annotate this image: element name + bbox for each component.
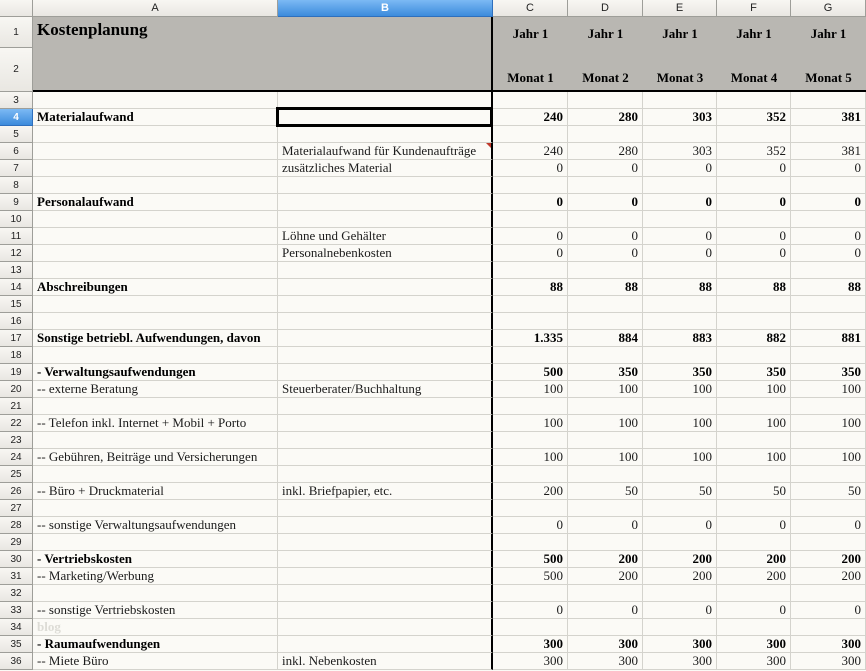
cell-F14[interactable]: 88: [717, 279, 791, 296]
select-all-corner[interactable]: [0, 0, 33, 17]
cell-G19[interactable]: 350: [791, 364, 866, 381]
row-header-2[interactable]: 2: [0, 48, 33, 92]
row-header-11[interactable]: 11: [0, 228, 33, 245]
cell-B5[interactable]: [278, 126, 493, 143]
cell-D10[interactable]: [568, 211, 643, 228]
cell-D20[interactable]: 100: [568, 381, 643, 398]
cell-G28[interactable]: 0: [791, 517, 866, 534]
cell-G9[interactable]: 0: [791, 194, 866, 211]
cell-D15[interactable]: [568, 296, 643, 313]
cell-E28[interactable]: 0: [643, 517, 717, 534]
row-header-24[interactable]: 24: [0, 449, 33, 466]
cell-B21[interactable]: [278, 398, 493, 415]
cell-D9[interactable]: 0: [568, 194, 643, 211]
cell-E5[interactable]: [643, 126, 717, 143]
cell-C34[interactable]: [493, 619, 568, 636]
row-header-22[interactable]: 22: [0, 415, 33, 432]
cell-G3[interactable]: [791, 92, 866, 109]
row-header-6[interactable]: 6: [0, 143, 33, 160]
cell-F10[interactable]: [717, 211, 791, 228]
cell-A5[interactable]: [33, 126, 278, 143]
year-label-g1[interactable]: Jahr 1: [791, 17, 866, 48]
cell-E14[interactable]: 88: [643, 279, 717, 296]
cell-G31[interactable]: 200: [791, 568, 866, 585]
cell-C4[interactable]: 240: [493, 109, 568, 126]
cell-A32[interactable]: [33, 585, 278, 602]
row-header-8[interactable]: 8: [0, 177, 33, 194]
cell-C29[interactable]: [493, 534, 568, 551]
year-label-e1[interactable]: Jahr 1: [643, 17, 717, 48]
cell-F22[interactable]: 100: [717, 415, 791, 432]
cell-D24[interactable]: 100: [568, 449, 643, 466]
cell-C19[interactable]: 500: [493, 364, 568, 381]
cell-A33[interactable]: -- sonstige Vertriebskosten: [33, 602, 278, 619]
row-header-5[interactable]: 5: [0, 126, 33, 143]
cell-C12[interactable]: 0: [493, 245, 568, 262]
cell-E25[interactable]: [643, 466, 717, 483]
cell-C17[interactable]: 1.335: [493, 330, 568, 347]
cell-C8[interactable]: [493, 177, 568, 194]
cell-D16[interactable]: [568, 313, 643, 330]
row-header-12[interactable]: 12: [0, 245, 33, 262]
cell-C36[interactable]: 300: [493, 653, 568, 670]
cell-C26[interactable]: 200: [493, 483, 568, 500]
cell-F36[interactable]: 300: [717, 653, 791, 670]
cell-C15[interactable]: [493, 296, 568, 313]
cell-B16[interactable]: [278, 313, 493, 330]
cell-E22[interactable]: 100: [643, 415, 717, 432]
cell-G10[interactable]: [791, 211, 866, 228]
cell-F23[interactable]: [717, 432, 791, 449]
cell-D23[interactable]: [568, 432, 643, 449]
year-label-d1[interactable]: Jahr 1: [568, 17, 643, 48]
cell-D36[interactable]: 300: [568, 653, 643, 670]
cell-F28[interactable]: 0: [717, 517, 791, 534]
row-header-29[interactable]: 29: [0, 534, 33, 551]
cell-F34[interactable]: [717, 619, 791, 636]
cell-B7[interactable]: zusätzliches Material: [278, 160, 493, 177]
cell-B10[interactable]: [278, 211, 493, 228]
cell-A9[interactable]: Personalaufwand: [33, 194, 278, 211]
cell-G20[interactable]: 100: [791, 381, 866, 398]
cell-D29[interactable]: [568, 534, 643, 551]
row-header-28[interactable]: 28: [0, 517, 33, 534]
row-header-18[interactable]: 18: [0, 347, 33, 364]
row-header-26[interactable]: 26: [0, 483, 33, 500]
cell-D12[interactable]: 0: [568, 245, 643, 262]
cell-D30[interactable]: 200: [568, 551, 643, 568]
row-header-9[interactable]: 9: [0, 194, 33, 211]
cell-A21[interactable]: [33, 398, 278, 415]
cell-F5[interactable]: [717, 126, 791, 143]
cell-C10[interactable]: [493, 211, 568, 228]
cell-C7[interactable]: 0: [493, 160, 568, 177]
row-header-25[interactable]: 25: [0, 466, 33, 483]
cell-E11[interactable]: 0: [643, 228, 717, 245]
cell-G13[interactable]: [791, 262, 866, 279]
cell-A22[interactable]: -- Telefon inkl. Internet + Mobil + Porto: [33, 415, 278, 432]
cell-B11[interactable]: Löhne und Gehälter: [278, 228, 493, 245]
cell-D17[interactable]: 884: [568, 330, 643, 347]
cell-C31[interactable]: 500: [493, 568, 568, 585]
year-label-f1[interactable]: Jahr 1: [717, 17, 791, 48]
cell-C11[interactable]: 0: [493, 228, 568, 245]
cell-B6[interactable]: Materialaufwand für Kundenaufträge: [278, 143, 493, 160]
cell-C5[interactable]: [493, 126, 568, 143]
cell-C16[interactable]: [493, 313, 568, 330]
cell-B14[interactable]: [278, 279, 493, 296]
column-header-g[interactable]: G: [791, 0, 866, 17]
cell-F26[interactable]: 50: [717, 483, 791, 500]
row-header-7[interactable]: 7: [0, 160, 33, 177]
cell-D32[interactable]: [568, 585, 643, 602]
row-header-10[interactable]: 10: [0, 211, 33, 228]
cell-A19[interactable]: - Verwaltungsaufwendungen: [33, 364, 278, 381]
cell-F25[interactable]: [717, 466, 791, 483]
cell-B15[interactable]: [278, 296, 493, 313]
cell-G11[interactable]: 0: [791, 228, 866, 245]
cell-F29[interactable]: [717, 534, 791, 551]
cell-C22[interactable]: 100: [493, 415, 568, 432]
cell-D26[interactable]: 50: [568, 483, 643, 500]
row-header-3[interactable]: 3: [0, 92, 33, 109]
cell-E20[interactable]: 100: [643, 381, 717, 398]
cell-G18[interactable]: [791, 347, 866, 364]
cell-E7[interactable]: 0: [643, 160, 717, 177]
sheet-title: Kostenplanung: [33, 17, 493, 48]
cell-F31[interactable]: 200: [717, 568, 791, 585]
cell-F13[interactable]: [717, 262, 791, 279]
cell-B33[interactable]: [278, 602, 493, 619]
cell-G6[interactable]: 381: [791, 143, 866, 160]
cell-D22[interactable]: 100: [568, 415, 643, 432]
cell-A3[interactable]: [33, 92, 278, 109]
cell-C30[interactable]: 500: [493, 551, 568, 568]
cell-E19[interactable]: 350: [643, 364, 717, 381]
cell-A10[interactable]: [33, 211, 278, 228]
year-label-c1[interactable]: Jahr 1: [493, 17, 568, 48]
cell-F35[interactable]: 300: [717, 636, 791, 653]
cell-A29[interactable]: [33, 534, 278, 551]
cell-B34[interactable]: [278, 619, 493, 636]
cell-F27[interactable]: [717, 500, 791, 517]
cell-F19[interactable]: 350: [717, 364, 791, 381]
month-label-f2[interactable]: Monat 4: [717, 48, 791, 92]
cell-B32[interactable]: [278, 585, 493, 602]
cell-B24[interactable]: [278, 449, 493, 466]
cell-E29[interactable]: [643, 534, 717, 551]
cell-A6[interactable]: [33, 143, 278, 160]
row-header-17[interactable]: 17: [0, 330, 33, 347]
row-header-13[interactable]: 13: [0, 262, 33, 279]
cell-B25[interactable]: [278, 466, 493, 483]
cell-B18[interactable]: [278, 347, 493, 364]
cell-G29[interactable]: [791, 534, 866, 551]
cell-B26[interactable]: inkl. Briefpapier, etc.: [278, 483, 493, 500]
cell-F30[interactable]: 200: [717, 551, 791, 568]
cell-D8[interactable]: [568, 177, 643, 194]
cell-F21[interactable]: [717, 398, 791, 415]
cell-G30[interactable]: 200: [791, 551, 866, 568]
cell-D6[interactable]: 280: [568, 143, 643, 160]
cell-D5[interactable]: [568, 126, 643, 143]
cell-E13[interactable]: [643, 262, 717, 279]
cell-C9[interactable]: 0: [493, 194, 568, 211]
cell-D3[interactable]: [568, 92, 643, 109]
row-header-15[interactable]: 15: [0, 296, 33, 313]
cell-G22[interactable]: 100: [791, 415, 866, 432]
cell-D14[interactable]: 88: [568, 279, 643, 296]
cell-E18[interactable]: [643, 347, 717, 364]
cell-B36[interactable]: inkl. Nebenkosten: [278, 653, 493, 670]
cell-B12[interactable]: Personalnebenkosten: [278, 245, 493, 262]
cell-E4[interactable]: 303: [643, 109, 717, 126]
cell-G35[interactable]: 300: [791, 636, 866, 653]
cell-B28[interactable]: [278, 517, 493, 534]
cell-E15[interactable]: [643, 296, 717, 313]
month-label-d2[interactable]: Monat 2: [568, 48, 643, 92]
cell-E23[interactable]: [643, 432, 717, 449]
cell-A7[interactable]: [33, 160, 278, 177]
cell-B31[interactable]: [278, 568, 493, 585]
cell-E27[interactable]: [643, 500, 717, 517]
cell-G7[interactable]: 0: [791, 160, 866, 177]
cell-F8[interactable]: [717, 177, 791, 194]
month-label-c2[interactable]: Monat 1: [493, 48, 568, 92]
cell-C6[interactable]: 240: [493, 143, 568, 160]
cell-F18[interactable]: [717, 347, 791, 364]
row-header-35[interactable]: 35: [0, 636, 33, 653]
cell-D33[interactable]: 0: [568, 602, 643, 619]
cell-D27[interactable]: [568, 500, 643, 517]
cell-G24[interactable]: 100: [791, 449, 866, 466]
row-header-21[interactable]: 21: [0, 398, 33, 415]
column-header-d[interactable]: D: [568, 0, 643, 17]
cell-A24[interactable]: -- Gebühren, Beiträge und Versicherungen: [33, 449, 278, 466]
column-header-e[interactable]: E: [643, 0, 717, 17]
row-header-19[interactable]: 19: [0, 364, 33, 381]
column-header-f[interactable]: F: [717, 0, 791, 17]
month-label-g2[interactable]: Monat 5: [791, 48, 866, 92]
cell-A26[interactable]: -- Büro + Druckmaterial: [33, 483, 278, 500]
cell-A20[interactable]: -- externe Beratung: [33, 381, 278, 398]
cell-G15[interactable]: [791, 296, 866, 313]
cell-C3[interactable]: [493, 92, 568, 109]
column-header-a[interactable]: A: [33, 0, 278, 17]
cell-E12[interactable]: 0: [643, 245, 717, 262]
cell-D35[interactable]: 300: [568, 636, 643, 653]
cell-D18[interactable]: [568, 347, 643, 364]
cell-D19[interactable]: 350: [568, 364, 643, 381]
row-header-32[interactable]: 32: [0, 585, 33, 602]
cell-B30[interactable]: [278, 551, 493, 568]
cell-C27[interactable]: [493, 500, 568, 517]
cell-E36[interactable]: 300: [643, 653, 717, 670]
cell-C24[interactable]: 100: [493, 449, 568, 466]
cell-G21[interactable]: [791, 398, 866, 415]
cell-E16[interactable]: [643, 313, 717, 330]
cell-G12[interactable]: 0: [791, 245, 866, 262]
cell-D21[interactable]: [568, 398, 643, 415]
row-header-4[interactable]: 4: [0, 109, 33, 126]
cell-G27[interactable]: [791, 500, 866, 517]
cell-B20[interactable]: Steuerberater/Buchhaltung: [278, 381, 493, 398]
cell-A34[interactable]: blog: [33, 619, 278, 636]
cell-G4[interactable]: 381: [791, 109, 866, 126]
cell-F7[interactable]: 0: [717, 160, 791, 177]
cell-G16[interactable]: [791, 313, 866, 330]
cell-A23[interactable]: [33, 432, 278, 449]
row-header-16[interactable]: 16: [0, 313, 33, 330]
row-header-20[interactable]: 20: [0, 381, 33, 398]
cell-E6[interactable]: 303: [643, 143, 717, 160]
cell-C28[interactable]: 0: [493, 517, 568, 534]
cell-A16[interactable]: [33, 313, 278, 330]
cell-G17[interactable]: 881: [791, 330, 866, 347]
cell-E33[interactable]: 0: [643, 602, 717, 619]
row-header-30[interactable]: 30: [0, 551, 33, 568]
cell-E9[interactable]: 0: [643, 194, 717, 211]
cell-A27[interactable]: [33, 500, 278, 517]
cell-F15[interactable]: [717, 296, 791, 313]
cell-C32[interactable]: [493, 585, 568, 602]
column-header-c[interactable]: C: [493, 0, 568, 17]
cell-F24[interactable]: 100: [717, 449, 791, 466]
cell-B3[interactable]: [278, 92, 493, 109]
cell-B13[interactable]: [278, 262, 493, 279]
cell-C13[interactable]: [493, 262, 568, 279]
cell-F11[interactable]: 0: [717, 228, 791, 245]
cell-F4[interactable]: 352: [717, 109, 791, 126]
cell-F32[interactable]: [717, 585, 791, 602]
title-block-empty[interactable]: [33, 48, 493, 92]
cell-G33[interactable]: 0: [791, 602, 866, 619]
cell-G14[interactable]: 88: [791, 279, 866, 296]
cell-B27[interactable]: [278, 500, 493, 517]
cell-C25[interactable]: [493, 466, 568, 483]
cell-A11[interactable]: [33, 228, 278, 245]
cell-C20[interactable]: 100: [493, 381, 568, 398]
cell-A28[interactable]: -- sonstige Verwaltungsaufwendungen: [33, 517, 278, 534]
cell-A14[interactable]: Abschreibungen: [33, 279, 278, 296]
row-header-1[interactable]: 1: [0, 17, 33, 48]
cell-C18[interactable]: [493, 347, 568, 364]
cell-E21[interactable]: [643, 398, 717, 415]
cell-G8[interactable]: [791, 177, 866, 194]
cell-D13[interactable]: [568, 262, 643, 279]
cell-E30[interactable]: 200: [643, 551, 717, 568]
cell-A13[interactable]: [33, 262, 278, 279]
cell-D4[interactable]: 280: [568, 109, 643, 126]
cell-A18[interactable]: [33, 347, 278, 364]
cell-E24[interactable]: 100: [643, 449, 717, 466]
cell-B4[interactable]: [278, 109, 493, 126]
cell-B17[interactable]: [278, 330, 493, 347]
cell-D34[interactable]: [568, 619, 643, 636]
cell-C33[interactable]: 0: [493, 602, 568, 619]
cell-C23[interactable]: [493, 432, 568, 449]
cell-D25[interactable]: [568, 466, 643, 483]
cell-A30[interactable]: - Vertriebskosten: [33, 551, 278, 568]
cell-A12[interactable]: [33, 245, 278, 262]
cell-D11[interactable]: 0: [568, 228, 643, 245]
cell-D31[interactable]: 200: [568, 568, 643, 585]
cell-G25[interactable]: [791, 466, 866, 483]
cell-E17[interactable]: 883: [643, 330, 717, 347]
row-header-27[interactable]: 27: [0, 500, 33, 517]
cell-E10[interactable]: [643, 211, 717, 228]
row-header-23[interactable]: 23: [0, 432, 33, 449]
cell-E8[interactable]: [643, 177, 717, 194]
cell-F17[interactable]: 882: [717, 330, 791, 347]
cell-G34[interactable]: [791, 619, 866, 636]
row-header-14[interactable]: 14: [0, 279, 33, 296]
cell-A15[interactable]: [33, 296, 278, 313]
cell-F3[interactable]: [717, 92, 791, 109]
cell-G5[interactable]: [791, 126, 866, 143]
cell-A31[interactable]: -- Marketing/Werbung: [33, 568, 278, 585]
cell-F12[interactable]: 0: [717, 245, 791, 262]
row-header-34[interactable]: 34: [0, 619, 33, 636]
cell-B9[interactable]: [278, 194, 493, 211]
cell-C21[interactable]: [493, 398, 568, 415]
row-header-36[interactable]: 36: [0, 653, 33, 670]
cell-C35[interactable]: 300: [493, 636, 568, 653]
cell-F9[interactable]: 0: [717, 194, 791, 211]
cell-A36[interactable]: -- Miete Büro: [33, 653, 278, 670]
cell-A25[interactable]: [33, 466, 278, 483]
cell-E35[interactable]: 300: [643, 636, 717, 653]
cell-B22[interactable]: [278, 415, 493, 432]
cell-G32[interactable]: [791, 585, 866, 602]
cell-E3[interactable]: [643, 92, 717, 109]
month-label-e2[interactable]: Monat 3: [643, 48, 717, 92]
cell-A4[interactable]: Materialaufwand: [33, 109, 278, 126]
cell-D28[interactable]: 0: [568, 517, 643, 534]
cell-B29[interactable]: [278, 534, 493, 551]
cell-B23[interactable]: [278, 432, 493, 449]
cell-G36[interactable]: 300: [791, 653, 866, 670]
cell-E31[interactable]: 200: [643, 568, 717, 585]
cell-A17[interactable]: Sonstige betriebl. Aufwendungen, davon: [33, 330, 278, 347]
cell-A8[interactable]: [33, 177, 278, 194]
row-header-31[interactable]: 31: [0, 568, 33, 585]
comment-indicator-icon: [486, 143, 491, 148]
cell-F33[interactable]: 0: [717, 602, 791, 619]
row-header-33[interactable]: 33: [0, 602, 33, 619]
cell-B19[interactable]: [278, 364, 493, 381]
cell-D7[interactable]: 0: [568, 160, 643, 177]
cell-G23[interactable]: [791, 432, 866, 449]
cell-E32[interactable]: [643, 585, 717, 602]
cell-F16[interactable]: [717, 313, 791, 330]
cell-E34[interactable]: [643, 619, 717, 636]
cell-B35[interactable]: [278, 636, 493, 653]
cell-C14[interactable]: 88: [493, 279, 568, 296]
cell-F6[interactable]: 352: [717, 143, 791, 160]
cell-B8[interactable]: [278, 177, 493, 194]
cell-G26[interactable]: 50: [791, 483, 866, 500]
cell-E26[interactable]: 50: [643, 483, 717, 500]
cell-F20[interactable]: 100: [717, 381, 791, 398]
column-header-b[interactable]: B: [278, 0, 493, 17]
cell-A35[interactable]: - Raumaufwendungen: [33, 636, 278, 653]
